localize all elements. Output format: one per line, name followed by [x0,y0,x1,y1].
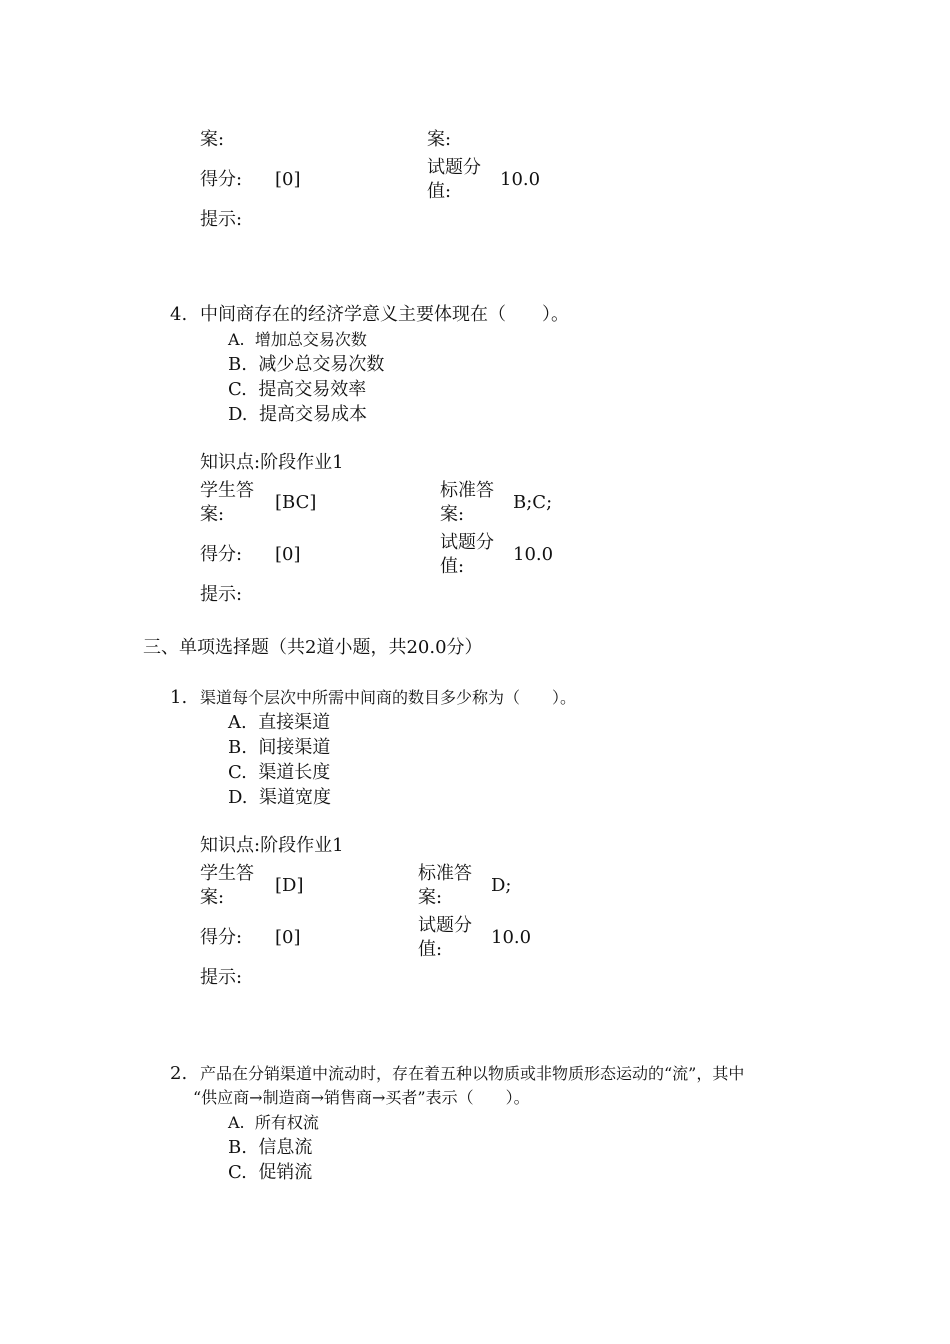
q4-student-answer-label-1: 学生答 [200,480,254,501]
q4-standard-answer-value: B;C; [513,492,553,513]
q4-stem: 中间商存在的经济学意义主要体现在（ ）。 [200,304,569,325]
s3q2-stem-line-1: 产品在分销渠道中流动时，存在着五种以物质或非物质形态运动的“流”，其中 [200,1064,745,1083]
q4-hint-label: 提示: [200,584,243,605]
q4-option-a: A. 增加总交易次数 [228,330,367,349]
s3q1-option-d: D. 渠道宽度 [228,787,331,808]
prev-hint-label: 提示: [200,209,243,230]
s3q1-student-answer-label-1: 学生答 [200,863,254,884]
prev-question-value-label-1: 试题分 [427,157,481,178]
s3q1-option-a: A. 直接渠道 [228,712,331,733]
s3q1-stem: 渠道每个层次中所需中间商的数目多少称为（ ）。 [200,688,577,707]
s3q1-option-c: C. 渠道长度 [228,762,331,783]
s3q2-option-b: B. 信息流 [228,1137,313,1158]
s3q1-standard-answer-label-2: 案: [418,887,443,908]
q4-standard-answer-label-1: 标准答 [440,480,494,501]
s3q1-student-answer-value: [D] [275,875,304,896]
prev-student-answer-label-tail: 案: [200,129,225,150]
s3q2-stem-line-2: “供应商→制造商→销售商→买者”表示（ ）。 [193,1088,530,1107]
s3q1-score-label: 得分: [200,927,243,948]
q4-option-d: D. 提高交易成本 [228,404,367,425]
s3q2-option-a: A. 所有权流 [228,1113,319,1132]
s3q1-option-b: B. 间接渠道 [228,737,331,758]
prev-score-value: [0] [275,169,301,190]
q4-score-value: [0] [275,544,301,565]
q4-question-value: 10.0 [513,544,554,565]
s3q1-question-value-label-2: 值: [418,939,443,960]
q4-student-answer-value: [BC] [275,492,317,513]
q4-option-b: B. 减少总交易次数 [228,354,385,375]
prev-score-label: 得分: [200,169,243,190]
section-heading: 三、单项选择题（共2道小题，共20.0分） [143,637,483,658]
q4-number: 4. [170,304,188,325]
prev-question-value-label-2: 值: [427,181,452,202]
q4-knowledge-point: 知识点:阶段作业1 [200,452,344,473]
q4-question-value-label-1: 试题分 [440,532,494,553]
q4-score-label: 得分: [200,544,243,565]
prev-standard-answer-label-tail: 案: [427,129,452,150]
s3q1-question-value: 10.0 [491,927,532,948]
q4-standard-answer-label-2: 案: [440,504,465,525]
s3q1-hint-label: 提示: [200,967,243,988]
prev-question-value: 10.0 [500,169,541,190]
s3q2-number: 2. [170,1063,188,1084]
s3q2-option-c: C. 促销流 [228,1162,313,1183]
s3q1-standard-answer-value: D; [491,875,512,896]
s3q1-score-value: [0] [275,927,301,948]
q4-question-value-label-2: 值: [440,556,465,577]
s3q1-student-answer-label-2: 案: [200,887,225,908]
s3q1-standard-answer-label-1: 标准答 [418,863,472,884]
s3q1-question-value-label-1: 试题分 [418,915,472,936]
s3q1-knowledge-point: 知识点:阶段作业1 [200,835,344,856]
q4-student-answer-label-2: 案: [200,504,225,525]
s3q1-number: 1. [170,687,188,708]
q4-option-c: C. 提高交易效率 [228,379,367,400]
